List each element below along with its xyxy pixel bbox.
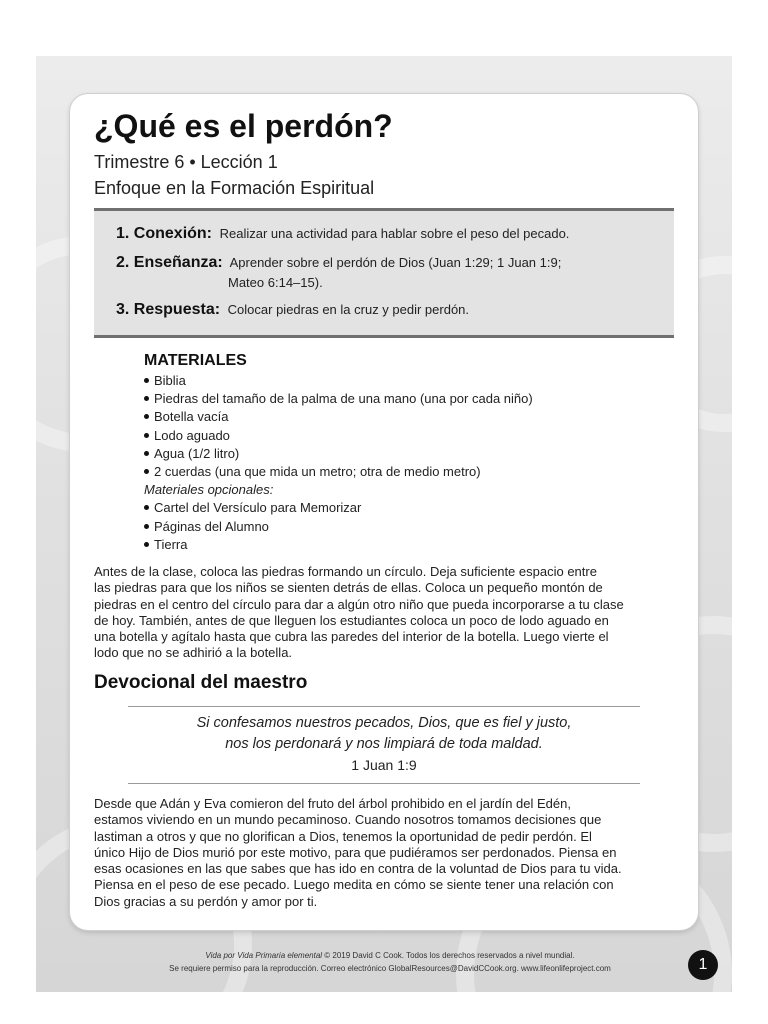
preparation-paragraph: Antes de la clase, coloca las piedras formando un círculo. Deja suficiente espacio entre las piedras para que los niños se sienten detrás de ellas. Coloca un pequeño montón de piedras en el centro del círculo para dar a algún otro niño que pueda incorporarse a tu clase de hoy. También, antes de que lleguen los estudiantes coloca un poco de lodo aguado en una botella y agítalo hasta que cubra las paredes del interior de la botella. Luego vierte el lodo que no se adhirió a la botella. <box>94 564 624 661</box>
page-title: ¿Qué es el perdón? <box>94 108 393 144</box>
bullet-icon <box>144 378 149 383</box>
step-label: 3. Respuesta: <box>116 301 221 318</box>
lesson-steps-box <box>94 208 674 338</box>
list-item: Biblia <box>144 372 624 390</box>
bullet-icon <box>144 451 149 456</box>
step-text: Mateo 6:14–15). <box>228 275 323 290</box>
footer-permissions: Se requiere permiso para la reproducción. Correo electrónico GlobalResources@DavidCCook.org. www.lifeonlifeproject.com <box>169 964 611 973</box>
list-item: Cartel del Versículo para Memorizar <box>144 499 624 517</box>
optional-materials-list <box>144 499 624 554</box>
list-item: 2 cuerdas (una que mida un metro; otra de medio metro) <box>144 463 624 481</box>
step-teaching-continued <box>228 275 323 290</box>
bullet-icon <box>144 396 149 401</box>
devotional-title: Devocional del maestro <box>94 672 308 693</box>
bullet-icon <box>144 433 149 438</box>
step-teaching <box>116 254 561 272</box>
bullet-icon <box>144 414 149 419</box>
bullet-icon <box>144 542 149 547</box>
memory-verse <box>128 706 640 784</box>
step-text: Aprender sobre el perdón de Dios (Juan 1:29; 1 Juan 1:9; <box>229 255 562 270</box>
optional-materials-label: Materiales opcionales: <box>144 482 274 498</box>
bullet-icon <box>144 505 149 510</box>
step-response <box>116 301 469 319</box>
step-text: Realizar una actividad para hablar sobre el peso del pecado. <box>219 226 570 241</box>
step-text: Colocar piedras en la cruz y pedir perdón. <box>227 302 470 317</box>
list-item: Botella vacía <box>144 408 624 426</box>
footer-copyright: Vida por Vida Primaria elemental © 2019 David C Cook. Todos los derechos reservados a nivel mundial. <box>205 951 575 960</box>
devotional-paragraph: Desde que Adán y Eva comieron del fruto del árbol prohibido en el jardín del Edén, estamos viviendo en un mundo pecaminoso. Cuando nosotros tomamos decisiones que lastiman a otros y que no glorifican a Dios, tenemos la oportunidad de pedir perdón. El único Hijo de Dios murió por este motivo, para que pudiéramos ser perdonados. Piensa en esas ocasiones en las que sabes que has ido en contra de la voluntad de Dios para tu vida. Piensa en el peso de ese pecado. Luego medita en cómo se siente tener una relación con Dios gracias a su perdón y amor por ti. <box>94 796 622 909</box>
step-label: 2. Enseñanza: <box>116 254 223 271</box>
bullet-icon <box>144 524 149 529</box>
list-item: Páginas del Alumno <box>144 518 624 536</box>
lesson-focus: Enfoque en la Formación Espiritual <box>94 178 375 198</box>
verse-text: Si confesamos nuestros pecados, Dios, que es fiel y justo, <box>196 715 572 731</box>
step-connection <box>116 225 569 243</box>
materials-title: MATERIALES <box>144 352 247 369</box>
verse-text: nos los perdonará y nos limpiará de toda maldad. <box>225 736 543 752</box>
list-item: Tierra <box>144 536 624 554</box>
list-item: Agua (1/2 litro) <box>144 445 624 463</box>
list-item: Lodo aguado <box>144 427 624 445</box>
verse-reference: 1 Juan 1:9 <box>351 757 417 773</box>
bullet-icon <box>144 469 149 474</box>
step-label: 1. Conexión: <box>116 225 213 242</box>
lesson-subtitle: Trimestre 6 • Lección 1 <box>94 152 278 172</box>
lesson-card <box>70 94 698 930</box>
materials-section <box>144 352 624 554</box>
list-item: Piedras del tamaño de la palma de una mano (una por cada niño) <box>144 390 624 408</box>
page-number: 1 <box>688 950 718 980</box>
materials-list <box>144 372 624 481</box>
